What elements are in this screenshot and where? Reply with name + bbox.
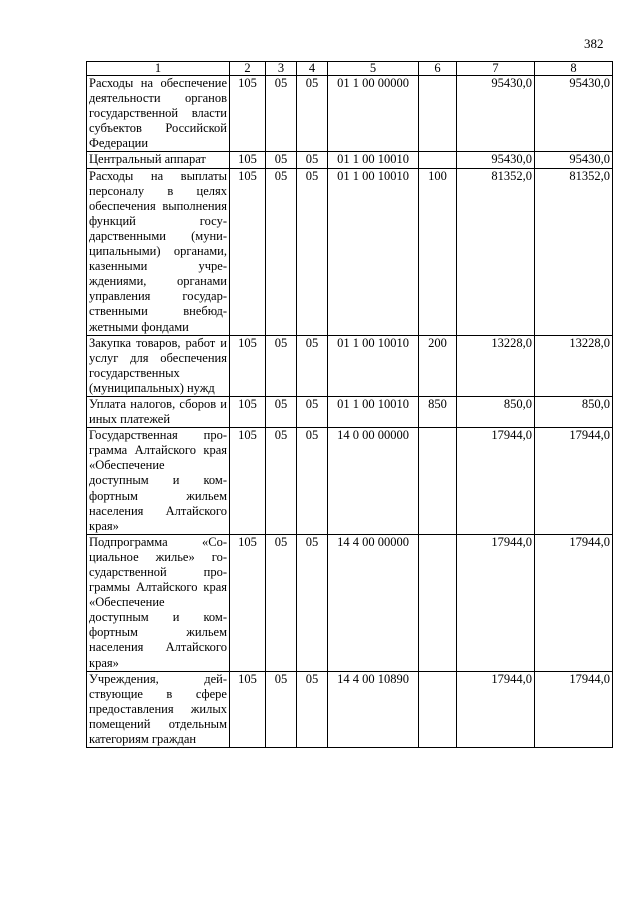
vr-cell bbox=[419, 671, 457, 747]
col4-cell: 05 bbox=[297, 152, 328, 168]
sum2-cell: 17944,0 bbox=[535, 671, 613, 747]
vr-cell: 200 bbox=[419, 335, 457, 396]
vr-cell bbox=[419, 534, 457, 671]
column-header: 7 bbox=[457, 62, 535, 76]
table-row bbox=[87, 396, 613, 427]
table-row bbox=[87, 168, 613, 335]
col3-cell: 05 bbox=[266, 168, 297, 335]
sum1-cell: 81352,0 bbox=[457, 168, 535, 335]
vr-cell: 100 bbox=[419, 168, 457, 335]
col4-cell: 05 bbox=[297, 76, 328, 152]
row-name-cell: Расходы на выплаты персоналу в целях обеспечения выполнения функций государственными (муниципальными) органами, казенными учреждениями, органами управления государственными внебюджетными фондами bbox=[87, 168, 230, 335]
sum2-cell: 850,0 bbox=[535, 396, 613, 427]
col2-cell: 105 bbox=[230, 534, 266, 671]
column-header: 8 bbox=[535, 62, 613, 76]
row-name-cell: Центральный аппарат bbox=[87, 152, 230, 168]
col3-cell: 05 bbox=[266, 152, 297, 168]
code-cell: 14 0 00 00000 bbox=[328, 428, 419, 535]
col3-cell: 05 bbox=[266, 396, 297, 427]
table-row bbox=[87, 335, 613, 396]
row-name-cell: Закупка товаров, работ и услуг для обеспечения государственных (муниципальных) нужд bbox=[87, 335, 230, 396]
code-cell: 01 1 00 10010 bbox=[328, 396, 419, 427]
sum2-cell: 81352,0 bbox=[535, 168, 613, 335]
vr-cell bbox=[419, 152, 457, 168]
code-cell: 01 1 00 10010 bbox=[328, 168, 419, 335]
code-cell: 01 1 00 10010 bbox=[328, 152, 419, 168]
sum2-cell: 13228,0 bbox=[535, 335, 613, 396]
col3-cell: 05 bbox=[266, 671, 297, 747]
row-name-cell: Подпрограмма «Социальное жилье» государственной программы Алтайского края «Обеспечение доступным и комфортным жильем населения Алтайского края» bbox=[87, 534, 230, 671]
col2-cell: 105 bbox=[230, 168, 266, 335]
row-name-cell: Учреждения, действующие в сфере предоставления жилых помещений отдельным категориям граждан bbox=[87, 671, 230, 747]
column-header: 6 bbox=[419, 62, 457, 76]
sum1-cell: 95430,0 bbox=[457, 76, 535, 152]
sum1-cell: 13228,0 bbox=[457, 335, 535, 396]
col4-cell: 05 bbox=[297, 428, 328, 535]
table-row bbox=[87, 76, 613, 152]
table-row bbox=[87, 671, 613, 747]
code-cell: 14 4 00 10890 bbox=[328, 671, 419, 747]
row-name-cell: Уплата налогов, сборов и иных платежей bbox=[87, 396, 230, 427]
column-header: 1 bbox=[87, 62, 230, 76]
sum1-cell: 850,0 bbox=[457, 396, 535, 427]
code-cell: 01 1 00 10010 bbox=[328, 335, 419, 396]
page-number: 382 bbox=[584, 36, 604, 51]
col2-cell: 105 bbox=[230, 396, 266, 427]
table-header-row bbox=[87, 62, 613, 76]
col4-cell: 05 bbox=[297, 671, 328, 747]
col3-cell: 05 bbox=[266, 335, 297, 396]
col2-cell: 105 bbox=[230, 428, 266, 535]
col2-cell: 105 bbox=[230, 152, 266, 168]
vr-cell: 850 bbox=[419, 396, 457, 427]
row-name-cell: Расходы на обеспечение деятельности органов государственной власти субъектов Российской Федерации bbox=[87, 76, 230, 152]
col2-cell: 105 bbox=[230, 335, 266, 396]
sum2-cell: 95430,0 bbox=[535, 152, 613, 168]
sum1-cell: 17944,0 bbox=[457, 534, 535, 671]
column-header: 5 bbox=[328, 62, 419, 76]
code-cell: 14 4 00 00000 bbox=[328, 534, 419, 671]
sum2-cell: 17944,0 bbox=[535, 428, 613, 535]
col2-cell: 105 bbox=[230, 76, 266, 152]
row-name-cell: Государственная программа Алтайского края «Обеспечение доступным и комфортным жильем населения Алтайского края» bbox=[87, 428, 230, 535]
budget-table bbox=[86, 61, 613, 748]
sum1-cell: 95430,0 bbox=[457, 152, 535, 168]
vr-cell bbox=[419, 428, 457, 535]
vr-cell bbox=[419, 76, 457, 152]
col4-cell: 05 bbox=[297, 335, 328, 396]
col4-cell: 05 bbox=[297, 168, 328, 335]
column-header: 3 bbox=[266, 62, 297, 76]
col4-cell: 05 bbox=[297, 534, 328, 671]
column-header: 2 bbox=[230, 62, 266, 76]
col2-cell: 105 bbox=[230, 671, 266, 747]
table-row bbox=[87, 428, 613, 535]
table-row bbox=[87, 534, 613, 671]
col3-cell: 05 bbox=[266, 428, 297, 535]
column-header: 4 bbox=[297, 62, 328, 76]
sum1-cell: 17944,0 bbox=[457, 428, 535, 535]
col4-cell: 05 bbox=[297, 396, 328, 427]
table-row bbox=[87, 152, 613, 168]
sum1-cell: 17944,0 bbox=[457, 671, 535, 747]
sum2-cell: 95430,0 bbox=[535, 76, 613, 152]
col3-cell: 05 bbox=[266, 534, 297, 671]
code-cell: 01 1 00 00000 bbox=[328, 76, 419, 152]
sum2-cell: 17944,0 bbox=[535, 534, 613, 671]
col3-cell: 05 bbox=[266, 76, 297, 152]
